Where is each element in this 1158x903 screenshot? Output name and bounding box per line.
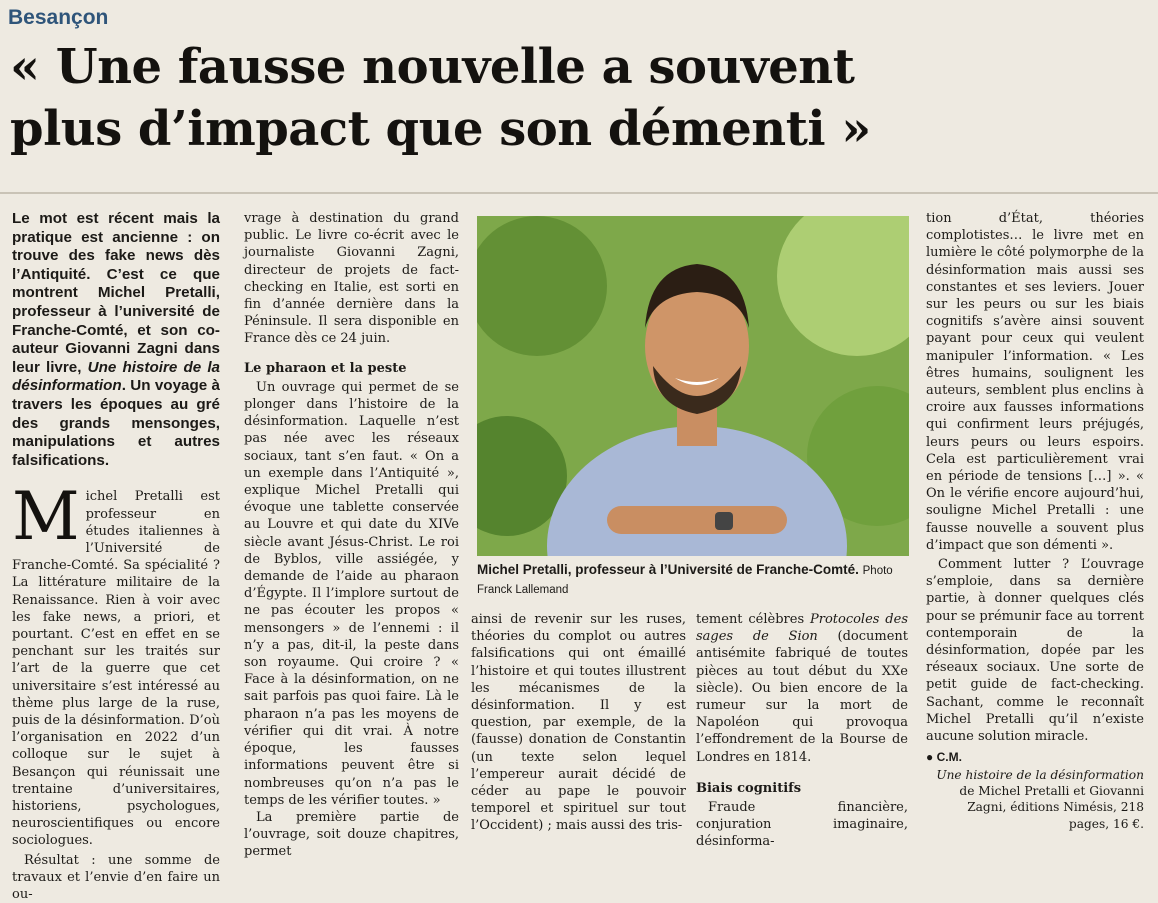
divider (0, 192, 1158, 194)
lead-text: Le mot est récent mais la pratique est ancienne : on trouve des fake news dès l’Antiquité. C’est ce que montrent Michel Pretalli, professeur à l’université de Franche-Comté, et son co-auteur Giovanni Zagni dans leur livre, (12, 210, 220, 376)
column-1 (12, 210, 220, 903)
photo-caption (477, 561, 917, 599)
article-paragraph: Comment lutter ? L’ouvrage s’emploie, dans sa dernière partie, à donner quelques clés pour se prémunir face au torrent contemporain de la désinformation, dopée par les réseaux sociaux. Une sorte de petit guide de fact-checking. Sachant, comme le reconnaît Michel Pretalli qu’il n’existe aucune solution miracle. (926, 557, 1144, 745)
column-5 (926, 210, 1144, 832)
paragraph-text-end: (document antisémite fabriqué de toutes pièces au tout début du XXe siècle). Ou bien encore de la rumeur sur la mort de Napoléon qui provoqua l’effondrement de la Bourse de Londres en 1814. (696, 629, 908, 765)
article-paragraph: tion d’État, théories complotistes… le livre met en lumière le côté polymorphe de la désinformation mais aussi ses constantes et ses leviers. Jouer sur les peurs ou sur les biais cognitifs s’avère ainsi souvent payant pour ceux qui veulent manipuler l’information. « Les êtres humains, soulignent les auteurs, semblent plus enclins à croire aux fausses informations qui confirment leurs préjugés, leurs peurs ou leurs espoirs. Cela est particulièrement vrai en période de tensions […] ». « On le vérifie encore aujourd’hui, souligne Michel Pretalli : une fausse nouvelle a souvent plus d’impact que son démenti ». (926, 211, 1144, 553)
paragraph-text: ichel Pretalli est professeur en études italiennes à l’Université de Franche-Comté. Sa spécialité ? La littérature militaire de la Renaissance. Rien à voir avec les fake news, a priori, et pourtant. C’est en effet en se penchant sur les traités sur l’art de la guerre que cet universitaire s’est intéressé au thème plus large de la ruse, puis de la désinformation. D’où l’organisation en 2022 d’un colloque sur le sujet à Besançon qui réunissait une trentaine d’universitaires, historiens, psychologues, neuroscientifiques ou encore sociologues. (12, 489, 220, 849)
article-paragraph: Fraude financière, conjuration imaginaire, désinforma- (696, 800, 908, 850)
article-paragraph (696, 611, 908, 766)
headline-line-1: « Une fausse nouvelle a souvent (10, 39, 855, 95)
lead-book-title: Une histoire de la désinformation (12, 358, 220, 395)
paragraph-text: tement célèbres (696, 612, 810, 627)
article-paragraph: La première partie de l’ouvrage, soit douze chapitres, permet (244, 809, 459, 860)
column-3 (471, 611, 686, 835)
article-paragraph: ainsi de revenir sur les ruses, théories du complot ou autres falsifications qui ont émaillé l’histoire et qui toutes illustrent les mécanismes de la désinformation. Il y est question, par exemple, de la (fausse) donation de Constantin (un texte selon lequel l’empereur aurait décidé de céder au pape le pouvoir temporel et spirituel sur tout l’Occident) ; mais aussi des tris- (471, 612, 686, 834)
article-paragraph: Un ouvrage qui permet de se plonger dans l’histoire de la désinformation. Laquelle n’est pas née avec les réseaux sociaux, tant s’en faut. « On a un exemple dans l’Antiquité », explique Michel Pretalli qui évoque une tablette conservée au Louvre et qui date du XIVe siècle avant Jésus-Christ. Le roi de Byblos, ville assiégée, y demande de l’aide au pharaon d’Égypte. Il l’implore surtout de ne pas écouter les propos « mensongers » de l’ennemi : il n’y a pas, dit-il, la peste dans son royaume. Qui croire ? « Face à la désinformation, on ne sait parfois pas quoi faire. Là le pharaon n’a pas les moyens de vérifier qui dit vrai. À notre époque, les fausses informations peuvent être si nombreuses qu’on n’a pas le temps de les vérifier toutes. » (244, 379, 459, 808)
book-info (926, 767, 1144, 833)
subheading-pharaon: Le pharaon et la peste (244, 360, 407, 376)
book-title: Une histoire de la désinformation (936, 767, 1144, 782)
lead-text-end: . Un voyage à travers les époques au gré des grands mensonges, manipulations et autres falsifications. (12, 377, 220, 469)
section-label: Besançon (8, 6, 109, 29)
article-paragraph (12, 478, 220, 849)
column-2 (244, 210, 459, 861)
article-paragraph: vrage à destination du grand public. Le livre co-écrit avec le journaliste Giovanni Zagni, directeur de projets de fact-checking en Italie, est sorti en fin d’année dernière dans la Péninsule. Il sera disponible en France dès ce 24 juin. (244, 211, 459, 347)
drop-cap: M (12, 478, 80, 556)
headline (10, 36, 1150, 160)
subheading-biais: Biais cognitifs (696, 780, 802, 796)
photo-credit: Photo Franck Lallemand (477, 565, 893, 596)
headline-line-2: plus d’impact que son démenti » (10, 101, 871, 157)
caption-text: Michel Pretalli, professeur à l’Université de Franche-Comté. (477, 562, 859, 577)
lead-paragraph (12, 210, 220, 470)
author-signature: ● C.M. (926, 750, 962, 765)
book-details: de Michel Pretalli et Giovanni Zagni, éditions Nimésis, 218 pages, 16 €. (959, 783, 1144, 831)
book-reference: Protocoles des sages de Sion (696, 612, 908, 645)
column-4 (696, 611, 908, 851)
article-paragraph: Résultat : une somme de travaux et l’envie d’en faire un ou- (12, 852, 220, 902)
portrait-photo (477, 216, 909, 556)
portrait-illustration (477, 216, 909, 556)
